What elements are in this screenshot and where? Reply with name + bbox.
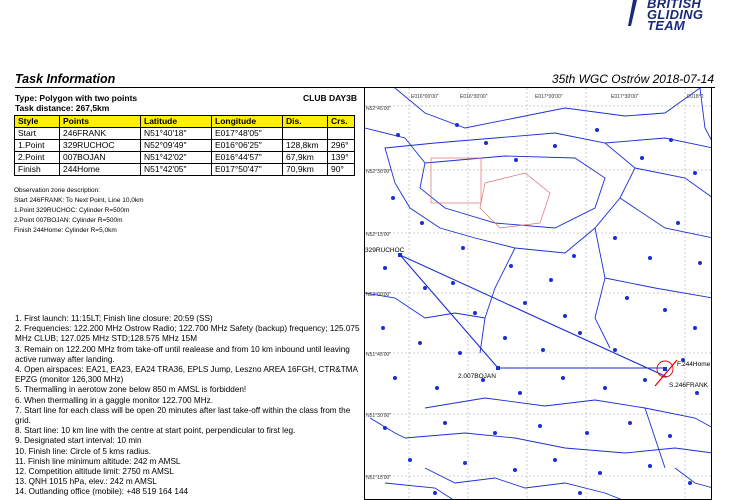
note-item: 10. Finish line: Circle of 5 kms radius. (15, 446, 152, 456)
airfield-markers (381, 123, 702, 495)
waypoint-frank-label: S.246FRANK (669, 382, 709, 389)
lat-tick-label: N52°00'00" (366, 292, 392, 298)
task-route (400, 255, 667, 377)
note-item: 11. Finish line minimum altitude: 242 m AMSL (15, 456, 181, 466)
col-course-header: Crs. (328, 116, 355, 128)
cell-course: 139° (328, 152, 355, 164)
lon-tick-label: E016°30'00" (460, 94, 488, 100)
cell-point: 007BOJAN (60, 152, 141, 164)
lat-tick-label: N51°30'00" (366, 413, 392, 419)
note-item: 2. Frequencies: 122.200 MHz Ostrow Radio; 122.700 MHz Safety (backup) frequency; 125.075 MHz CLUB; 127.025 MHz STD;128.575 MHz 15M (15, 324, 360, 344)
table-row (15, 152, 355, 164)
cell-course: 296° (328, 140, 355, 152)
british-gliding-team-logo (625, 0, 730, 40)
event-title: 35th WGC Ostrów 2018-07-14 (551, 72, 714, 86)
cell-latitude: N51°40'18" (141, 128, 212, 140)
waypoint-bojan-marker[interactable] (496, 366, 500, 370)
logo-line-2: GLIDING (647, 7, 704, 22)
cell-latitude: N52°09'49" (141, 140, 212, 152)
col-latitude-header: Latitude (141, 116, 212, 128)
cell-course: 90° (328, 164, 355, 176)
table-row (15, 128, 355, 140)
cell-latitude: N51°42'02" (141, 152, 212, 164)
cell-course (328, 128, 355, 140)
lat-tick-label: N52°30'00" (366, 169, 392, 175)
col-distance-header: Dis. (283, 116, 328, 128)
note-item: 4. Open airspaces: EA21, EA23, EA24 TRA36, EPLS Jump, Leszno AREA 16FGH, CTR&TMA EPZG (monitor 126,300 MHz) (15, 365, 358, 385)
cell-point: 246FRANK (60, 128, 141, 140)
page-title: Task Information (15, 72, 116, 86)
table-header-row (15, 116, 355, 128)
cell-point: 244Home (60, 164, 141, 176)
note-item: 12. Competition altitude limit: 2750 m AMSL (15, 467, 174, 477)
note-item: 14. Outlanding office (mobile): +48 519 164 144 (15, 487, 189, 497)
cell-style: Start (15, 128, 60, 140)
note-item: 8. Start line: 10 km line with the centre at start point, perpendicular to first leg. (15, 426, 296, 436)
cell-distance: 70,9km (283, 164, 328, 176)
waypoint-home-marker[interactable] (663, 367, 667, 371)
task-points-table (14, 115, 355, 176)
lon-tick-label: E017°00'00" (535, 94, 563, 100)
lat-tick-label: N51°45'00" (366, 352, 392, 358)
cell-distance: 128,8km (283, 140, 328, 152)
map-graticule (365, 88, 712, 500)
note-item: 13. QNH 1015 hPa, elev.: 242 m AMSL (15, 477, 157, 487)
cell-point: 329RUCHOC (60, 140, 141, 152)
restricted-areas (431, 158, 550, 228)
lon-tick-label: E017°30'00" (611, 94, 639, 100)
col-longitude-header: Longitude (212, 116, 283, 128)
note-item: 6. When thermalling in a gaggle monitor 122.700 MHz. (15, 395, 213, 405)
zone-finish: Finish 244Home: Cylinder R=5,0km (14, 227, 117, 234)
briefing-notes (15, 314, 363, 498)
zone-start: Start 246FRANK: To Next Point, Line 10,0km (14, 197, 144, 204)
cell-longitude: E017°48'05" (212, 128, 283, 140)
waypoint-bojan-label: 2.007BOJAN (458, 373, 496, 380)
table-row (15, 140, 355, 152)
zone-point-2: 2.Point 007BOJAN: Cylinder R=500m (14, 217, 123, 224)
zone-point-1: 1.Point 329RUCHOC: Cylinder R=500m (14, 207, 130, 214)
table-row (15, 164, 355, 176)
task-distance: Task distance: 267,5km (15, 103, 110, 113)
cell-longitude: E016°44'57" (212, 152, 283, 164)
note-item: 5. Thermalling in aerotow zone below 850 m AMSL is forbidden! (15, 385, 247, 395)
cell-longitude: E016°06'25" (212, 140, 283, 152)
airspace-outlines (365, 88, 712, 500)
note-item: 3. Remain on 122.200 MHz from take-off until realease and from 10 km inbound until leaving active runway after landing. (15, 344, 350, 364)
col-points-header: Points (60, 116, 141, 128)
note-item: 1. First launch: 11:15LT; Finish line closure: 20:59 (SS) (15, 314, 213, 323)
task-type: Type: Polygon with two points (15, 93, 138, 103)
logo-line-3: TEAM (647, 18, 686, 33)
zones-heading: Observation zone description: (14, 187, 100, 194)
cell-style: Finish (15, 164, 60, 176)
map-canvas (365, 88, 712, 500)
waypoint-home-label: F.244Home (677, 361, 711, 368)
col-style-header: Style (15, 116, 60, 128)
cell-distance (283, 128, 328, 140)
cell-style: 2.Point (15, 152, 60, 164)
waypoint-ruchoc-label: 329RUCHOC (365, 247, 405, 254)
lon-tick-label: E016°00'00" (411, 94, 439, 100)
cell-distance: 67,9km (283, 152, 328, 164)
task-class: CLUB DAY3B (303, 93, 358, 103)
lat-tick-label: N52°45'00" (366, 106, 392, 112)
logo-line-1: BRITISH (647, 0, 702, 11)
task-map[interactable] (364, 87, 712, 500)
cell-latitude: N51°42'05" (141, 164, 212, 176)
lat-tick-label: N52°15'00" (366, 232, 392, 238)
lat-tick-label: N51°15'00" (366, 475, 392, 481)
note-item: 9. Designated start interval: 10 min (15, 436, 142, 446)
cell-longitude: E017°50'47" (212, 164, 283, 176)
lon-tick-label: E018°0 (687, 94, 704, 100)
note-item: 7. Start line for each class will be open 20 minutes after last take-off within the class from the grid. (15, 405, 351, 426)
cell-style: 1.Point (15, 140, 60, 152)
